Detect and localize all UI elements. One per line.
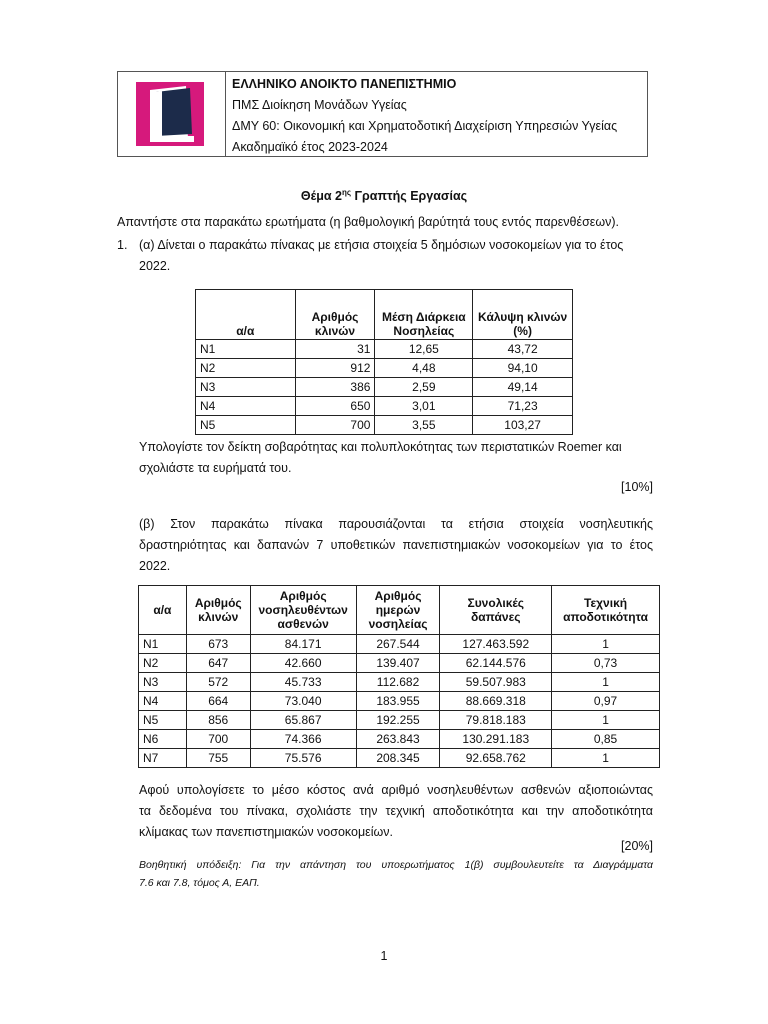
header-cell: Τεχνική αποδοτικότητα — [552, 586, 660, 635]
program-name: ΠΜΣ Διοίκηση Μονάδων Υγείας — [232, 98, 407, 112]
table-cell: 263.843 — [356, 730, 440, 749]
table-cell: 92.658.762 — [440, 749, 552, 768]
table-cell: 31 — [295, 340, 375, 359]
table-cell: Ν6 — [139, 730, 187, 749]
hint-line1: Βοηθητική υπόδειξη: Για την απάντηση του υποερωτήματος 1(β) συμβουλευτείτε τα Διαγράμματα — [139, 859, 653, 871]
table-cell: 12,65 — [375, 340, 473, 359]
table-row — [139, 730, 660, 749]
university-logo — [118, 72, 226, 156]
table-cell: 139.407 — [356, 654, 440, 673]
q1b-line3: 2022. — [139, 559, 171, 573]
table-cell: 3,01 — [375, 397, 473, 416]
header-cell: α/α — [196, 290, 296, 340]
table-row — [139, 749, 660, 768]
q1a-line2: 2022. — [139, 259, 171, 273]
table-row — [196, 340, 573, 359]
header-cell: α/α — [139, 586, 187, 635]
table-cell: 0,97 — [552, 692, 660, 711]
table-cell: 700 — [295, 416, 375, 435]
table-cell: Ν3 — [139, 673, 187, 692]
table-row — [196, 397, 573, 416]
hint-note — [139, 856, 653, 892]
table-cell: 572 — [186, 673, 250, 692]
table-cell: 112.682 — [356, 673, 440, 692]
header-cell: Αριθμός ημερών νοσηλείας — [356, 586, 440, 635]
header-cell: Συνολικές δαπάνες — [440, 586, 552, 635]
table-cell: 1 — [552, 635, 660, 654]
table-row — [196, 359, 573, 378]
table-cell: 3,55 — [375, 416, 473, 435]
table-header-row — [196, 290, 573, 340]
table-hospitals-2022 — [195, 289, 573, 435]
table-row — [139, 711, 660, 730]
table-cell: Ν4 — [196, 397, 296, 416]
table-cell: Ν2 — [196, 359, 296, 378]
table-cell: Ν5 — [139, 711, 187, 730]
table-cell: Ν2 — [139, 654, 187, 673]
table-cell: 103,27 — [473, 416, 573, 435]
table-cell: 74.366 — [250, 730, 356, 749]
table-cell: 75.576 — [250, 749, 356, 768]
table-row — [196, 416, 573, 435]
table-cell: Ν4 — [139, 692, 187, 711]
table-row — [139, 673, 660, 692]
q1a-question-line2: σχολιάστε τα ευρήματά του. — [139, 461, 292, 475]
header-text — [226, 72, 647, 156]
table-cell: 664 — [186, 692, 250, 711]
university-name: ΕΛΛΗΝΙΚΟ ΑΝΟΙΚΤΟ ΠΑΝΕΠΙΣΤΗΜΙΟ — [232, 77, 457, 91]
table-cell: 130.291.183 — [440, 730, 552, 749]
table-cell: 1 — [552, 673, 660, 692]
table-cell: 65.867 — [250, 711, 356, 730]
header-box — [117, 71, 648, 157]
table-cell: 0,73 — [552, 654, 660, 673]
header-cell: Αριθμός κλινών — [186, 586, 250, 635]
table-row — [139, 692, 660, 711]
book-logo-icon — [136, 78, 208, 150]
course-name: ΔΜΥ 60: Οικονομική και Χρηματοδοτική Διαχείριση Υπηρεσιών Υγείας — [232, 119, 618, 133]
title-superscript: ης — [342, 188, 352, 197]
hint-line2: 7.6 και 7.8, τόμος Α, ΕΑΠ. — [139, 877, 260, 889]
header-cell: Αριθμός κλινών — [295, 290, 375, 340]
table-cell: Ν7 — [139, 749, 187, 768]
table-row — [139, 654, 660, 673]
q1a-question-line1: Υπολογίστε τον δείκτη σοβαρότητας και πολυπλοκότητας των περιστατικών Roemer και — [139, 440, 622, 454]
table-cell: 673 — [186, 635, 250, 654]
title-rest: Γραπτής Εργασίας — [351, 189, 468, 204]
table-cell: 755 — [186, 749, 250, 768]
q1b-question-line1: Αφού υπολογίσετε το μέσο κόστος ανά αριθμό νοσηλευθέντων ασθενών αξιοποιώντας — [139, 783, 653, 797]
table-cell: Ν1 — [196, 340, 296, 359]
table-cell: 700 — [186, 730, 250, 749]
table-cell: Ν5 — [196, 416, 296, 435]
table-cell: Ν3 — [196, 378, 296, 397]
q1b-question-line3: κλίμακας των πανεπιστημιακών νοσοκομείων. — [139, 825, 394, 839]
table-cell: 856 — [186, 711, 250, 730]
table-row — [196, 378, 573, 397]
table-cell: 84.171 — [250, 635, 356, 654]
table-cell: 647 — [186, 654, 250, 673]
table-cell: 73.040 — [250, 692, 356, 711]
table-cell: 1 — [552, 711, 660, 730]
table-cell: 192.255 — [356, 711, 440, 730]
header-cell: Αριθμός νοσηλευθέντων ασθενών — [250, 586, 356, 635]
table-cell: 912 — [295, 359, 375, 378]
q1b-line1: (β) Στον παρακάτω πίνακα παρουσιάζονται τα ετήσια στοιχεία νοσηλευτικής — [139, 517, 653, 531]
page-number: 1 — [380, 949, 388, 963]
table-cell: 62.144.576 — [440, 654, 552, 673]
q1b-weight: [20%] — [621, 839, 653, 853]
q1a-line1: (α) Δίνεται ο παρακάτω πίνακας με ετήσια στοιχεία 5 δημόσιων νοσοκομείων για το έτος — [139, 238, 624, 252]
table-cell: 1 — [552, 749, 660, 768]
q1b-line2: δραστηριότητας και δαπανών 7 υποθετικών πανεπιστημιακών νοσοκομείων για το έτος — [139, 538, 653, 552]
table-cell: 49,14 — [473, 378, 573, 397]
table-header-row — [139, 586, 660, 635]
table-cell: 43,72 — [473, 340, 573, 359]
table-row — [139, 635, 660, 654]
table-cell: 2,59 — [375, 378, 473, 397]
table-cell: 94,10 — [473, 359, 573, 378]
academic-year: Ακαδημαϊκό έτος 2023-2024 — [232, 140, 388, 154]
question-number: 1. — [117, 238, 128, 252]
table-cell: 127.463.592 — [440, 635, 552, 654]
table-cell: Ν1 — [139, 635, 187, 654]
table-cell: 208.345 — [356, 749, 440, 768]
q1b-question-line2: τα δεδομένα του πίνακα, σχολιάστε την τεχνική αποδοτικότητα και την αποδοτικότητα — [139, 804, 653, 818]
title-main: Θέμα 2 — [300, 189, 342, 204]
intro-text: Απαντήστε στα παρακάτω ερωτήματα (η βαθμολογική βαρύτητά τους εντός παρενθέσεων). — [117, 215, 620, 229]
header-cell: Κάλυψη κλινών (%) — [473, 290, 573, 340]
assignment-title — [0, 188, 768, 203]
table-cell: 79.818.183 — [440, 711, 552, 730]
table-cell: 42.660 — [250, 654, 356, 673]
table-university-hospitals — [138, 585, 660, 768]
table-cell: 71,23 — [473, 397, 573, 416]
table-cell: 650 — [295, 397, 375, 416]
table-cell: 0,85 — [552, 730, 660, 749]
table-cell: 267.544 — [356, 635, 440, 654]
table-cell: 45.733 — [250, 673, 356, 692]
table-cell: 4,48 — [375, 359, 473, 378]
table-cell: 59.507.983 — [440, 673, 552, 692]
table-cell: 88.669.318 — [440, 692, 552, 711]
table-cell: 386 — [295, 378, 375, 397]
q1a-weight: [10%] — [621, 480, 653, 494]
header-cell: Μέση Διάρκεια Νοσηλείας — [375, 290, 473, 340]
table-cell: 183.955 — [356, 692, 440, 711]
